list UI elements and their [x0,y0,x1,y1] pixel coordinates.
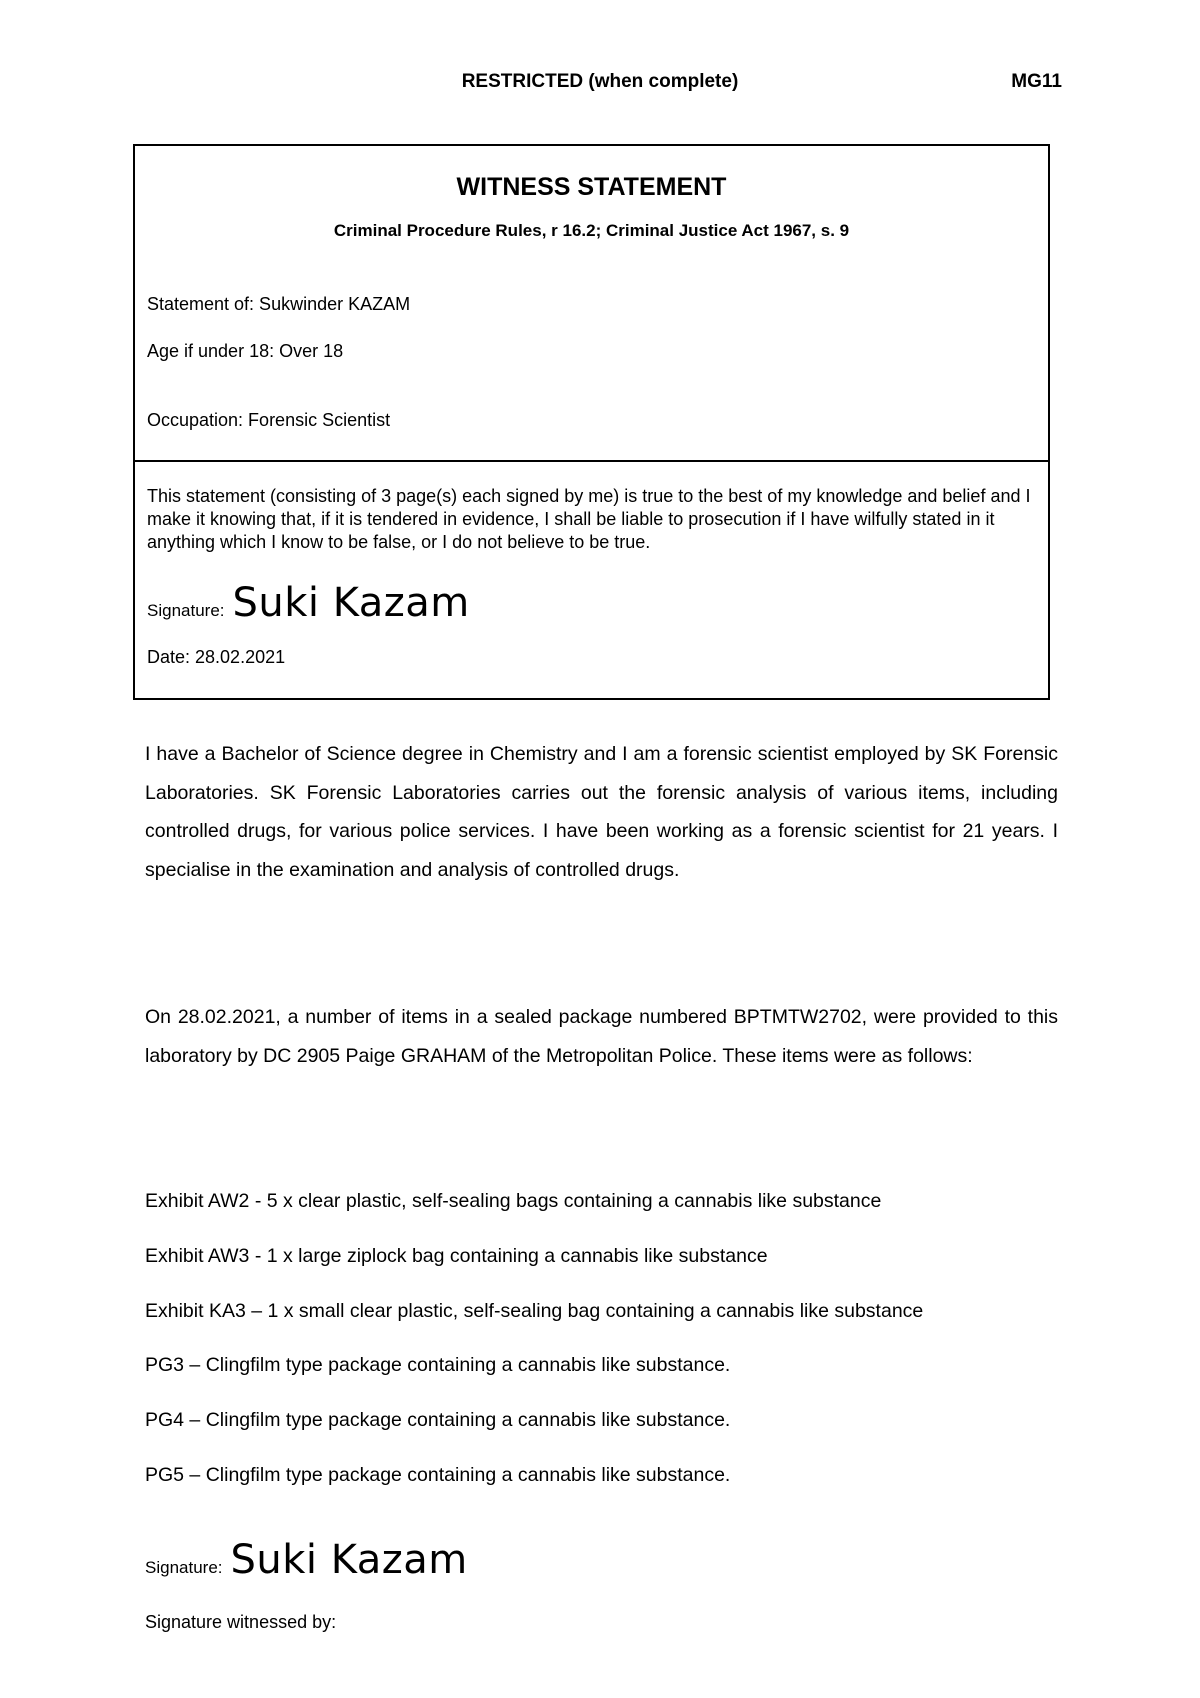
items-received-paragraph: On 28.02.2021, a number of items in a sealed package numbered BPTMTW2702, were provided to this laboratory by DC 2905 Paige GRAHAM of the Metropolitan Police. These items were as follows: [145,1006,1058,1067]
footer-signature-row [145,1537,468,1583]
document-subtitle: Criminal Procedure Rules, r 16.2; Criminal Justice Act 1967, s. 9 [333,221,850,240]
date-field: Date: 28.02.2021 [147,647,286,667]
list-item: Exhibit AW3 - 1 x large ziplock bag containing a cannabis like substance [145,1244,768,1267]
signature: Suki Kazam [230,1537,468,1583]
signature: Suki Kazam [232,580,470,626]
list-item: PG3 – Clingfilm type package containing a cannabis like substance. [145,1354,731,1377]
exhibit-list [145,1189,1058,1518]
age-field: Age if under 18: Over 18 [147,341,344,361]
signature-label: Signature: [145,1558,223,1577]
signature-row [147,580,470,626]
statement-box [133,144,1050,700]
qualifications-paragraph: I have a Bachelor of Science degree in Chemistry and I am a forensic scientist employed by SK Forensic Laboratories. SK Forensic Laboratories carries out the forensic analysis of various items, including controlled drugs, for various police services. I have been working as a forensic scientist for 21 years. I specialise in the examination and analysis of controlled drugs. [145,743,1058,881]
list-item: Exhibit KA3 – 1 x small clear plastic, self-sealing bag containing a cannabis like substance [145,1299,924,1322]
signature-label: Signature: [147,601,225,620]
list-item: Exhibit AW2 - 5 x clear plastic, self-sealing bags containing a cannabis like substance [145,1190,882,1212]
signature-witnessed-by: Signature witnessed by: [145,1612,337,1632]
classification-header: RESTRICTED (when complete) [461,71,739,92]
statement-of-field: Statement of: Sukwinder KAZAM [147,294,411,314]
statement-details-section [135,146,1048,462]
list-item: PG4 – Clingfilm type package containing a cannabis like substance. [145,1409,731,1432]
list-item: PG5 – Clingfilm type package containing a cannabis like substance. [145,1463,731,1486]
declaration-text: This statement (consisting of 3 page(s) each signed by me) is true to the best of my knowledge and belief and I make it knowing that, if it is tendered in evidence, I shall be liable to prosecution if I have wilfully stated in it anything which I know to be false, or I do not believe to be true. [147,486,1031,552]
document-title: WITNESS STATEMENT [456,173,727,201]
occupation-field: Occupation: Forensic Scientist [147,410,391,430]
form-code: MG11 [1011,71,1062,92]
declaration-section [135,462,1048,698]
